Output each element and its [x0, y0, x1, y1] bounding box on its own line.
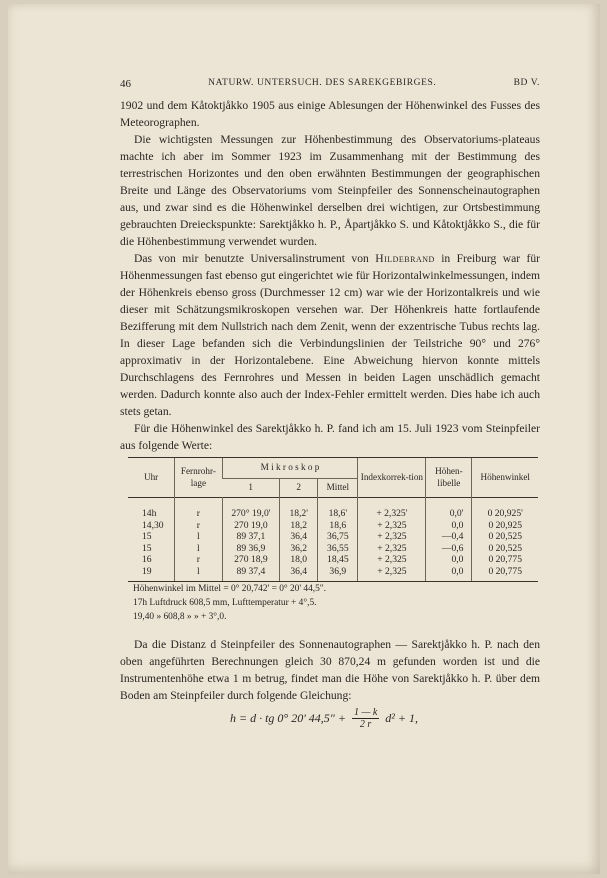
cell-uhr: 14,30 [142, 519, 164, 531]
cell-index: + 2,325 [358, 531, 426, 543]
cell-lage: l [175, 566, 222, 582]
running-header [120, 78, 540, 90]
book-page [8, 4, 600, 874]
cell-libelle: 0,0' [426, 498, 472, 520]
distance-paragraph-block [120, 636, 540, 704]
height-formula [230, 707, 418, 730]
cell-lage: l [175, 531, 222, 543]
col-hoehenlibelle: Höhen-libelle [426, 458, 472, 498]
cell-mittel: 36,55 [318, 543, 358, 555]
cell-m1: 89 37,4 [222, 566, 280, 582]
cell-winkel: 0 20,775 [472, 554, 538, 566]
cell-winkel: 0 20,525 [472, 531, 538, 543]
table-row [128, 554, 538, 566]
col-hoehenwinkel: Höhenwinkel [472, 458, 538, 498]
cell-index: + 2,325 [358, 543, 426, 555]
paragraph-2: Die wichtigsten Messungen zur Höhenbestimmung des Observatoriums-plateaus machte ich aber im Sommer 1923 im Zusammenhang mit der Bestimmung des terrestrischen Horizontes und den oben erwähnten Bestimmungen der geographischen Breite und Länge des Observatoriums vom Steinpfeiler des Sonnenscheinautographen aus, und zwar sind es die Höhenwinkel derselben drei wichtigen, zur Ortsbestimmung gebrauchten Dreieckspunkte: Sarektjåkko h. P., Åpartjåkko S. und Kåtoktjåkko S., die für die Höhenbestimmung verwendet wurden. [120, 133, 540, 248]
cell-m1: 89 36,9 [222, 543, 280, 555]
cell-uhr: 15 [142, 531, 152, 542]
formula-lhs: h = d · tg 0° 20' 44,5" + [230, 711, 346, 725]
cell-mittel: 18,6' [318, 498, 358, 520]
paragraph-hildebrand [120, 250, 540, 420]
cell-m1: 89 37,1 [222, 531, 280, 543]
cell-lage: r [175, 554, 222, 566]
cell-m1: 270 19,0 [222, 520, 280, 532]
cell-index: + 2,325 [358, 554, 426, 566]
cell-mittel: 36,75 [318, 531, 358, 543]
cell-m1: 270 18,9 [222, 554, 280, 566]
note-pressure-17h: 17h Luftdruck 608,5 mm, Lufttemperatur + 4°,5. [133, 598, 317, 608]
cell-mittel: 18,6 [318, 520, 358, 532]
cell-winkel: 0 20,525 [472, 543, 538, 555]
volume-label: BD V. [513, 78, 540, 88]
cell-winkel: 0 20,775 [472, 566, 538, 582]
cell-lage: l [175, 543, 222, 555]
measurement-table [128, 457, 538, 582]
cell-m1: 270° 19,0' [222, 498, 280, 520]
cell-libelle: 0,0 [426, 566, 472, 582]
col-mittel: Mittel [318, 479, 358, 498]
cell-libelle: 0,0 [426, 554, 472, 566]
text-span: Das von mir benutzte Universalinstrument von [134, 252, 376, 265]
cell-winkel: 0 20,925' [472, 498, 538, 520]
cell-uhr: 16 [142, 554, 152, 565]
paragraph-values-intro: Für die Höhenwinkel des Sarektjåkko h. P. fand ich am 15. Juli 1923 vom Steinpfeiler aus folgende Werte: [120, 422, 540, 452]
note-mean-angle: Höhenwinkel im Mittel = 0° 20,742' = 0° 20' 44,5". [133, 584, 326, 594]
instrument-maker-name: Hildebrand [375, 252, 435, 265]
cell-lage: r [175, 520, 222, 532]
cell-index: + 2,325 [358, 520, 426, 532]
text-span: in Freiburg war für Höhenmessungen fast ebenso gut eingerichtet wie für Horizontalwinkelmessungen, indem der Höhenkreis ebenso gross (Durchmesser 12 cm) war wie der Horizontalkreis und wie dieser mit Schätzungsmikroskopen versehen war. Der Höhenkreis hatte fortlaufende Bezifferung mit dem Nullstrich nach dem Zenit, wenn der exzentrische Tubus rechts lag. In dieser Lage befanden sich die Verbindungslinien der Teilstriche 90° und 276° approximativ in der Horizontalebene. Eine Abweichung hiervon konnte mittels Durchschlagens des Fernrohres und Messen in beiden Lagen unschädlich gemacht werden. Dadurch konnte also auch der Index-Fehler ermittelt werden. Dies habe ich auch stets getan. [120, 252, 540, 418]
cell-libelle: —0,6 [426, 543, 472, 555]
cell-m2: 36,4 [280, 566, 318, 582]
cell-libelle: —0,4 [426, 531, 472, 543]
table-row [128, 543, 538, 555]
col-fernrohrlage: Fernrohr-lage [175, 458, 222, 498]
cell-winkel: 0 20,925 [472, 520, 538, 532]
cell-m2: 18,2' [280, 498, 318, 520]
cell-m2: 18,2 [280, 520, 318, 532]
formula-numerator: 1 — k [353, 707, 378, 718]
cell-index: + 2,325' [358, 498, 426, 520]
paragraph-1: 1902 und dem Kåtoktjåkko 1905 aus einige Ablesungen der Höhenwinkel des Fusses des Meteorographen. [120, 99, 540, 129]
table-row [128, 531, 538, 543]
cell-m2: 36,4 [280, 531, 318, 543]
table-row [128, 566, 538, 582]
table-row [128, 520, 538, 532]
formula-fraction [352, 707, 379, 730]
formula-rhs: d² + 1, [385, 711, 418, 725]
cell-index: + 2,325 [358, 566, 426, 582]
table-row [128, 498, 538, 520]
col-indexkorrektion: Indexkorrek-tion [358, 458, 426, 498]
col-mikroskop-1: 1 [222, 479, 280, 498]
formula-denominator: 2 r [359, 719, 372, 730]
cell-mittel: 18,45 [318, 554, 358, 566]
main-text [120, 97, 540, 454]
col-mikroskop-2: 2 [280, 479, 318, 498]
cell-lage: r [175, 498, 222, 520]
cell-uhr: 14h [142, 508, 157, 519]
paragraph-distance: Da die Distanz d Steinpfeiler des Sonnenautographen — Sarektjåkko h. P. nach den oben angeführten Berechnungen gleich 30 870,24 m gefunden worden ist und die Instrumentenhöhe etwa 1 m betrug, findet man die Höhe von Sarektjåkko h. P. über dem Boden am Steinpfeiler durch folgende Gleichung: [120, 638, 540, 702]
page-number: 46 [120, 78, 131, 90]
col-uhr: Uhr [128, 458, 175, 498]
cell-m2: 36,2 [280, 543, 318, 555]
cell-uhr: 15 [142, 542, 152, 554]
cell-m2: 18,0 [280, 554, 318, 566]
cell-libelle: 0,0 [426, 520, 472, 532]
col-mikroskop: M i k r o s k o p [222, 458, 358, 479]
table-notes [133, 582, 533, 624]
cell-uhr: 19 [128, 566, 175, 582]
running-title: NATURW. UNTERSUCH. DES SAREKGEBIRGES. [208, 78, 437, 88]
cell-mittel: 36,9 [318, 566, 358, 582]
note-pressure-1940: 19,40 » 608,8 » » + 3°,0. [133, 612, 227, 622]
